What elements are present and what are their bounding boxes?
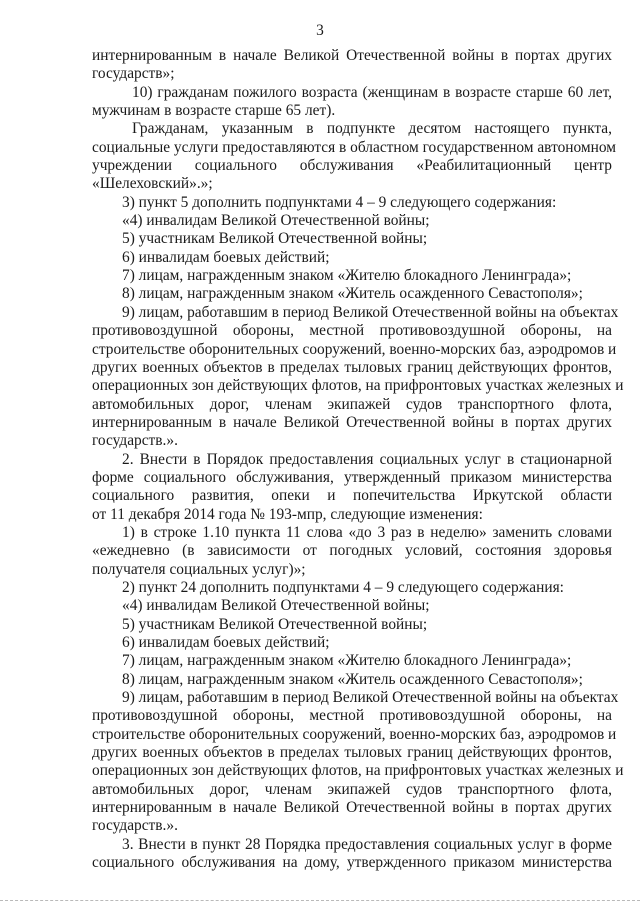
text-line: социальные услуги предоставляются в областном государственном автономном <box>92 138 617 156</box>
text-line: других военных объектов в пределах тыловых границ действующих фронтов, <box>92 358 612 376</box>
text-line: от 11 декабря 2014 года № 193-мпр, следующие изменения: <box>92 505 483 523</box>
text-line: учреждении социального обслуживания «Реабилитационный центр <box>92 157 612 175</box>
text-line: 5) участникам Великой Отечественной войны; <box>122 615 428 633</box>
text-line: 3) пункт 5 дополнить подпунктами 4 – 9 следующего содержания: <box>122 193 557 211</box>
text-line: 5) участникам Великой Отечественной войны; <box>122 230 428 248</box>
text-line: операционных зон действующих флотов, на прифронтовых участках железных и <box>92 762 624 780</box>
text-line: 6) инвалидам боевых действий; <box>122 634 330 651</box>
text-line: строительстве оборонительных сооружений, военно-морских баз, аэродромов и <box>92 725 617 743</box>
document-body <box>92 47 624 872</box>
text-line: 3. Внести в пункт 28 Порядка предоставления социальных услуг в форме <box>122 835 612 853</box>
text-line: противовоздушной обороны, местной противовоздушной обороны, на <box>92 707 612 725</box>
text-line: «4) инвалидам Великой Отечественной войны; <box>122 212 430 230</box>
text-line: социального развития, опеки и попечительства Иркутской области <box>92 487 612 505</box>
text-line: 6) инвалидам боевых действий; <box>122 248 330 266</box>
text-line: 1) в строке 1.10 пункта 11 слова «до 3 раз в неделю» заменить словами <box>122 523 612 541</box>
text-line: операционных зон действующих флотов, на прифронтовых участках железных и <box>92 377 624 395</box>
page-number: 3 <box>316 22 324 39</box>
text-line: «4) инвалидам Великой Отечественной войны; <box>122 597 430 615</box>
text-line: других военных объектов в пределах тыловых границ действующих фронтов, <box>92 744 612 762</box>
text-line: государств.». <box>92 817 178 835</box>
text-line: 8) лицам, награжденным знаком «Житель осажденного Севастополя»; <box>122 670 583 688</box>
text-line: 9) лицам, работавшим в период Великой Отечественной войны на объектах <box>122 689 619 707</box>
page-bottom-edge <box>0 900 640 901</box>
text-line: «ежедневно (в зависимости от погодных условий, состояния здоровья <box>92 542 612 560</box>
text-line: мужчинам в возрасте старше 65 лет). <box>92 102 336 120</box>
text-line: получателя социальных услуг)»; <box>92 560 306 578</box>
text-line: 7) лицам, награжденным знаком «Жителю блокадного Ленинграда»; <box>122 267 572 285</box>
text-line: 10) гражданам пожилого возраста (женщинам в возрасте старше 60 лет, <box>132 83 612 101</box>
text-line: государств.». <box>92 432 178 450</box>
text-line: интернированным в начале Великой Отечественной войны в портах других <box>92 47 612 64</box>
text-line: Гражданам, указанным в подпункте десятом настоящего пункта, <box>132 120 612 138</box>
text-line: 2) пункт 24 дополнить подпунктами 4 – 9 следующего содержания: <box>122 578 564 596</box>
text-line: интернированным в начале Великой Отечественной войны в портах других <box>92 799 612 817</box>
text-line: социального обслуживания на дому, утвержденного приказом министерства <box>92 854 612 872</box>
text-line: 9) лицам, работавшим в период Великой Отечественной войны на объектах <box>122 303 619 321</box>
text-line: строительстве оборонительных сооружений, военно-морских баз, аэродромов и <box>92 340 617 358</box>
text-line: «Шелеховский».»; <box>92 175 213 193</box>
text-line: 8) лицам, награжденным знаком «Житель осажденного Севастополя»; <box>122 285 583 303</box>
text-line: интернированным в начале Великой Отечественной войны в портах других <box>92 413 612 431</box>
text-line: противовоздушной обороны, местной противовоздушной обороны, на <box>92 322 612 340</box>
text-line: 2. Внести в Порядок предоставления социальных услуг в стационарной <box>122 450 612 468</box>
text-line: государств»; <box>92 65 175 83</box>
text-line: форме социального обслуживания, утвержденный приказом министерства <box>92 468 612 486</box>
text-line: автомобильных дорог, членам экипажей судов транспортного флота, <box>92 395 612 413</box>
text-line: автомобильных дорог, членам экипажей судов транспортного флота, <box>92 780 612 798</box>
text-line: 7) лицам, награжденным знаком «Жителю блокадного Ленинграда»; <box>122 652 572 670</box>
